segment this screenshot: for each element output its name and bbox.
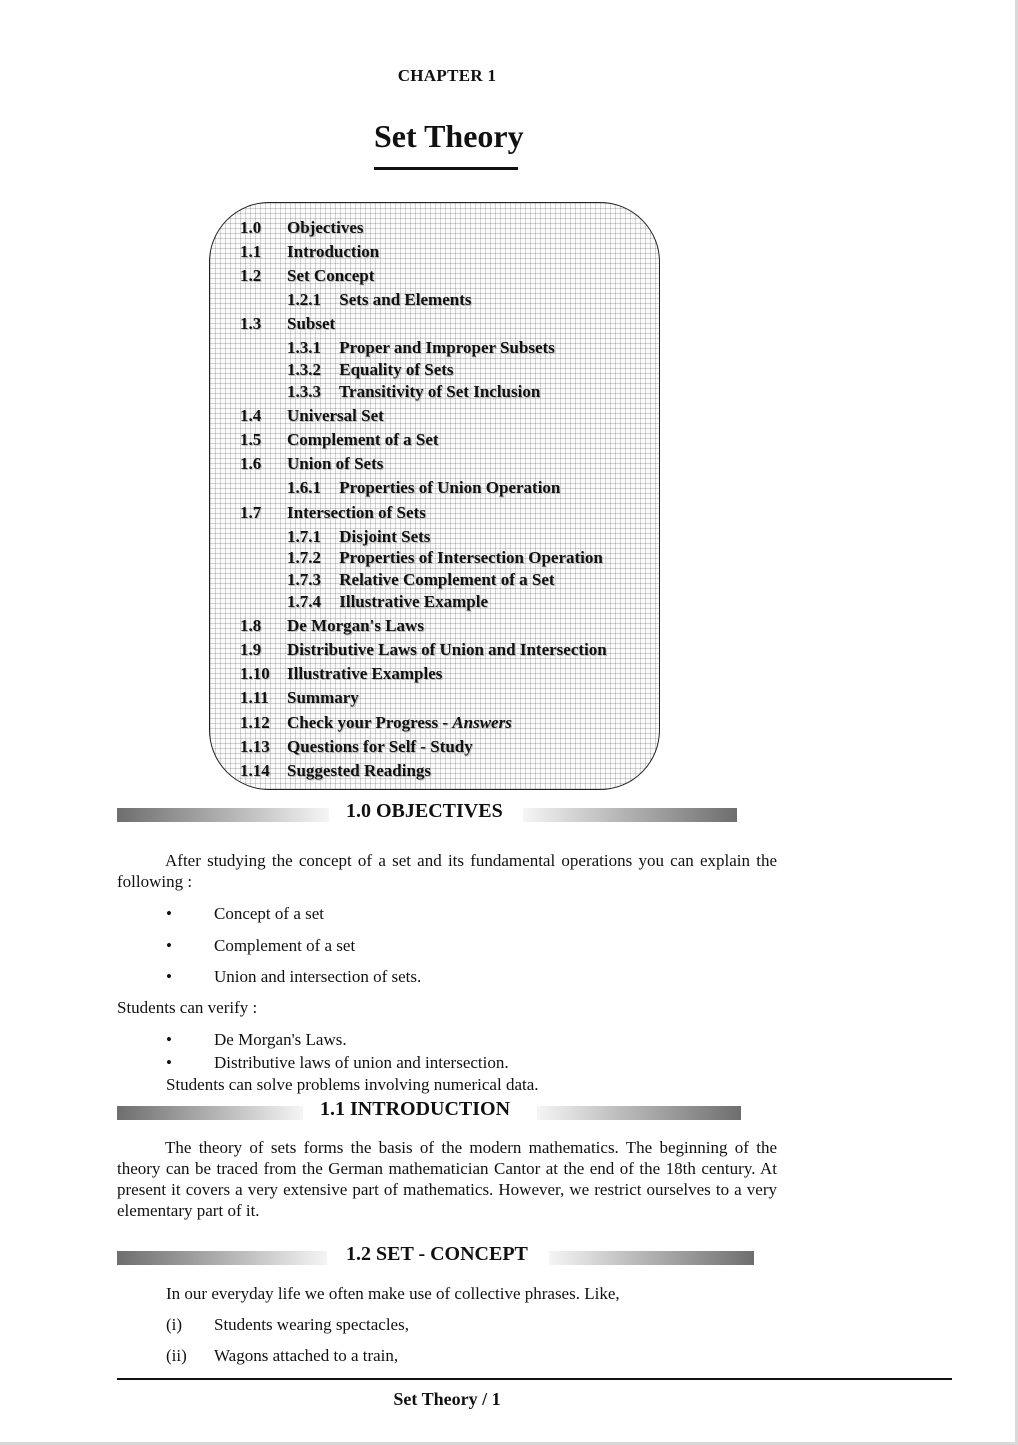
toc-title-text: Check your Progress - xyxy=(287,713,453,732)
toc-subtitle: Relative Complement of a Set xyxy=(339,570,555,589)
objectives-closing: Students can solve problems involving numerical data. xyxy=(166,1075,539,1094)
banner-bar-left xyxy=(117,1106,303,1120)
toc-subtitle: Properties of Intersection Operation xyxy=(339,548,603,567)
toc-number: 1.1 xyxy=(240,242,262,261)
toc-title: Union of Sets xyxy=(287,454,384,473)
chapter-label: CHAPTER 1 xyxy=(397,66,497,85)
verify-label: Students can verify : xyxy=(117,998,258,1017)
banner-bar-right xyxy=(537,1106,741,1120)
toc-number: 1.3 xyxy=(240,314,262,333)
toc-title: Illustrative Examples xyxy=(287,664,443,683)
toc-number: 1.4 xyxy=(240,406,262,425)
toc-number: 1.8 xyxy=(240,616,262,635)
toc-number: 1.11 xyxy=(240,688,269,707)
toc-number: 1.7 xyxy=(240,503,262,522)
toc-subentry xyxy=(287,527,430,547)
toc-number: 1.0 xyxy=(240,218,262,237)
verify-item: De Morgan's Laws. xyxy=(214,1030,347,1049)
toc-subnumber: 1.3.3 xyxy=(287,382,321,401)
toc-title: Summary xyxy=(287,688,359,707)
section-heading: 1.1 INTRODUCTION xyxy=(320,1098,511,1120)
toc-subtitle: Equality of Sets xyxy=(339,360,454,379)
toc-subentry xyxy=(287,360,454,380)
toc-subnumber: 1.7.1 xyxy=(287,527,321,546)
section-banner-introduction xyxy=(117,1098,741,1120)
toc-subtitle: Illustrative Example xyxy=(339,592,488,611)
toc-subentry xyxy=(287,592,488,612)
toc-number: 1.9 xyxy=(240,640,262,659)
banner-bar-left xyxy=(117,1251,327,1265)
toc-title: Complement of a Set xyxy=(287,430,439,449)
toc-number: 1.5 xyxy=(240,430,262,449)
bullet-icon: • xyxy=(166,1053,172,1072)
introduction-text: The theory of sets forms the basis of the modern mathematics. The beginning of the theory can be traced from the German mathematician Cantor at the end of the 18th century. At present it covers a very extensive part of mathematics. However, we restrict ourselves to a very elementary part of it. xyxy=(117,1138,777,1220)
toc-title: Subset xyxy=(287,314,336,333)
objective-item: Complement of a set xyxy=(214,936,356,955)
verify-item: Distributive laws of union and intersection. xyxy=(214,1053,509,1072)
toc-subtitle: Properties of Union Operation xyxy=(339,478,561,497)
section-heading: 1.0 OBJECTIVES xyxy=(346,800,503,822)
toc-subnumber: 1.7.4 xyxy=(287,592,321,611)
toc-number: 1.12 xyxy=(240,713,270,732)
toc-subtitle: Transitivity of Set Inclusion xyxy=(338,382,541,401)
objectives-intro: After studying the concept of a set and its fundamental operations you can explain the following : xyxy=(117,851,777,891)
list-item: Wagons attached to a train, xyxy=(214,1346,399,1365)
toc-title: Questions for Self - Study xyxy=(287,737,473,756)
toc-subtitle: Sets and Elements xyxy=(339,290,472,309)
toc-number: 1.13 xyxy=(240,737,270,756)
toc-title-italic: Answers xyxy=(452,713,512,732)
title-underline xyxy=(374,167,518,170)
banner-bar-right xyxy=(523,808,737,822)
toc-subentry xyxy=(287,338,555,358)
toc-title: Universal Set xyxy=(287,406,384,425)
section-banner-set-concept xyxy=(117,1243,754,1265)
toc-subentry xyxy=(287,382,540,402)
objective-item: Union and intersection of sets. xyxy=(214,967,422,986)
toc-subnumber: 1.7.2 xyxy=(287,548,321,567)
section-banner-objectives xyxy=(117,800,737,822)
toc-number: 1.6 xyxy=(240,454,262,473)
footer-rule xyxy=(117,1378,952,1380)
toc-subtitle: Disjoint Sets xyxy=(339,527,431,546)
bullet-icon: • xyxy=(166,936,172,955)
toc-title: Suggested Readings xyxy=(287,761,432,780)
toc-title: Distributive Laws of Union and Intersection xyxy=(287,640,607,659)
toc-subentry xyxy=(287,290,471,310)
toc-subentry xyxy=(287,570,555,590)
bullet-icon: • xyxy=(166,967,172,986)
toc-subnumber: 1.7.3 xyxy=(287,570,321,589)
banner-bar-left xyxy=(117,808,329,822)
toc-title xyxy=(287,713,512,733)
toc-title: Introduction xyxy=(287,242,380,261)
toc-subtitle: Proper and Improper Subsets xyxy=(339,338,555,357)
toc-title: Intersection of Sets xyxy=(287,503,426,522)
toc-title: Objectives xyxy=(287,218,364,237)
toc-number: 1.14 xyxy=(240,761,270,780)
banner-bar-right xyxy=(549,1251,754,1265)
toc-number: 1.10 xyxy=(240,664,270,683)
set-concept-intro: In our everyday life we often make use of collective phrases. Like, xyxy=(166,1284,620,1303)
toc-subentry xyxy=(287,548,603,568)
list-label: (i) xyxy=(166,1315,183,1334)
page-footer: Set Theory / 1 xyxy=(393,1389,501,1409)
bullet-icon: • xyxy=(166,1030,172,1049)
toc-title: De Morgan's Laws xyxy=(287,616,424,635)
list-item: Students wearing spectacles, xyxy=(214,1315,409,1334)
toc-title: Set Concept xyxy=(287,266,375,285)
chapter-title: Set Theory xyxy=(374,118,524,154)
objective-item: Concept of a set xyxy=(214,904,324,923)
toc-subnumber: 1.3.2 xyxy=(287,360,321,379)
section-heading: 1.2 SET - CONCEPT xyxy=(346,1243,528,1265)
toc-number: 1.2 xyxy=(240,266,262,285)
toc-subnumber: 1.6.1 xyxy=(287,478,321,497)
toc-subnumber: 1.2.1 xyxy=(287,290,321,309)
bullet-icon: • xyxy=(166,904,172,923)
toc-subentry xyxy=(287,478,560,498)
list-label: (ii) xyxy=(166,1346,187,1365)
toc-subnumber: 1.3.1 xyxy=(287,338,321,357)
